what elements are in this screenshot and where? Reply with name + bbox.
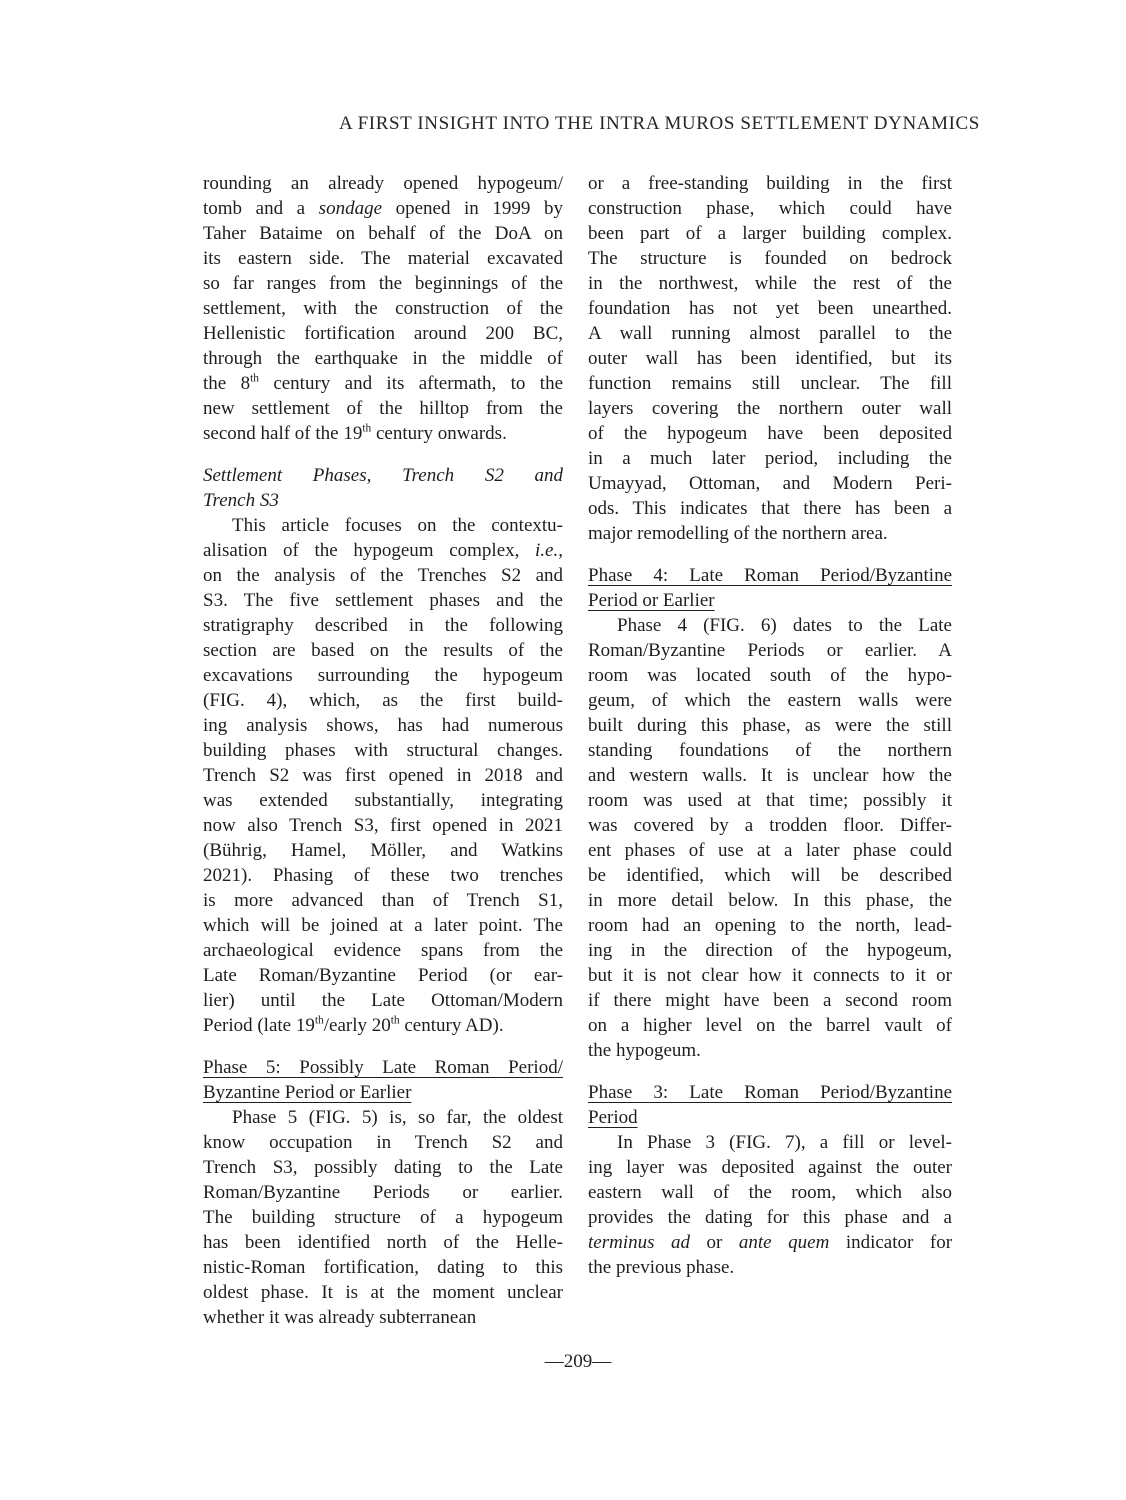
page-number: —209—	[544, 1351, 612, 1372]
text-line: Umayyad, Ottoman, and Modern Peri-	[588, 473, 952, 494]
text-line: Trench S3, possibly dating to the Late	[203, 1157, 563, 1178]
paragraph-article-focus	[203, 513, 563, 1038]
text-line: the hypogeum.	[588, 1040, 701, 1061]
text-line: nistic-Roman fortification, dating to this	[203, 1257, 563, 1278]
text-line: standing foundations of the northern	[588, 740, 952, 761]
text-line: The building structure of a hypogeum	[203, 1207, 563, 1228]
text-line: alisation of the hypogeum complex, i.e.,	[203, 540, 563, 561]
text-line: Phase 3: Late Roman Period/Byzantine	[588, 1082, 952, 1103]
text-line: Period or Earlier	[588, 590, 715, 611]
text-line: in more detail below. In this phase, the	[588, 890, 952, 911]
text-line: Late Roman/Byzantine Period (or ear-	[203, 965, 563, 986]
paragraph-phase-4	[588, 613, 952, 1063]
text-line: Hellenistic fortification around 200 BC,	[203, 323, 563, 344]
text-line: outer wall has been identified, but its	[588, 348, 952, 369]
paragraph-phase-3	[588, 1130, 952, 1280]
text-line: terminus ad or ante quem indicator for	[588, 1232, 952, 1253]
text-line: ods. This indicates that there has been a	[588, 498, 952, 519]
text-line: Roman/Byzantine Periods or earlier. A	[588, 640, 952, 661]
section-heading-phase-3	[588, 1080, 952, 1130]
text-line: ing in the direction of the hypogeum,	[588, 940, 952, 961]
text-line: eastern wall of the room, which also	[588, 1182, 952, 1203]
text-line: through the earthquake in the middle of	[203, 348, 563, 369]
text-column-left	[203, 171, 563, 1330]
text-line: the previous phase.	[588, 1257, 735, 1278]
text-line: section are based on the results of the	[203, 640, 563, 661]
text-line: Phase 5 (FIG. 5) is, so far, the oldest	[232, 1107, 563, 1128]
section-heading-phase-5	[203, 1055, 563, 1105]
section-heading-settlement-phases	[203, 463, 563, 513]
paragraph-phase-5	[203, 1105, 563, 1330]
text-line: in a much later period, including the	[588, 448, 952, 469]
text-line: room was located south of the hypo-	[588, 665, 952, 686]
text-line: building phases with structural changes.	[203, 740, 563, 761]
text-line: 2021). Phasing of these two trenches	[203, 865, 563, 886]
text-line: if there might have been a second room	[588, 990, 952, 1011]
text-line: in the northwest, while the rest of the	[588, 273, 952, 294]
text-line: new settlement of the hilltop from the	[203, 398, 563, 419]
text-line: construction phase, which could have	[588, 198, 952, 219]
text-line: of the hypogeum have been deposited	[588, 423, 952, 444]
text-line: Period (late 19th/early 20th century AD).	[203, 1014, 504, 1036]
text-line: is more advanced than of Trench S1,	[203, 890, 563, 911]
text-line: has been identified north of the Helle-	[203, 1232, 563, 1253]
running-header: A FIRST INSIGHT INTO THE INTRA MUROS SETTLEMENT DYNAMICS	[339, 113, 980, 134]
text-line: geum, of which the eastern walls were	[588, 690, 952, 711]
text-line: built during this phase, as were the still	[588, 715, 952, 736]
text-line: In Phase 3 (FIG. 7), a fill or level-	[617, 1132, 952, 1153]
text-line: was covered by a trodden floor. Differ-	[588, 815, 952, 836]
text-line: Taher Bataime on behalf of the DoA on	[203, 223, 563, 244]
text-line: Phase 4 (FIG. 6) dates to the Late	[617, 615, 952, 636]
text-line: Period	[588, 1107, 638, 1128]
text-line: whether it was already subterranean	[203, 1307, 477, 1328]
text-line: This article focuses on the contextu-	[232, 515, 563, 536]
paragraph-continuation	[203, 171, 563, 446]
text-line: function remains still unclear. The fill	[588, 373, 952, 394]
text-column-right	[588, 171, 952, 1280]
text-line: the 8th century and its aftermath, to the	[203, 372, 563, 394]
text-line: on a higher level on the barrel vault of	[588, 1015, 952, 1036]
text-line: so far ranges from the beginnings of the	[203, 273, 563, 294]
text-line: been part of a larger building complex.	[588, 223, 952, 244]
text-line: ing analysis shows, has had numerous	[203, 715, 563, 736]
text-line: ent phases of use at a later phase could	[588, 840, 952, 861]
text-line: Trench S2 was first opened in 2018 and	[203, 765, 563, 786]
text-line: now also Trench S3, first opened in 2021	[203, 815, 563, 836]
text-line: Phase 5: Possibly Late Roman Period/	[203, 1057, 563, 1078]
text-line: archaeological evidence spans from the	[203, 940, 563, 961]
text-line: Settlement Phases, Trench S2 and	[203, 465, 563, 486]
text-line: major remodelling of the northern area.	[588, 523, 888, 544]
text-line: The structure is founded on bedrock	[588, 248, 952, 269]
paragraph-free-standing	[588, 171, 952, 546]
text-line: provides the dating for this phase and a	[588, 1207, 952, 1228]
text-line: layers covering the northern outer wall	[588, 398, 952, 419]
text-line: ing layer was deposited against the outer	[588, 1157, 952, 1178]
text-line: was extended substantially, integrating	[203, 790, 563, 811]
text-line: know occupation in Trench S2 and	[203, 1132, 563, 1153]
text-line: S3. The five settlement phases and the	[203, 590, 563, 611]
text-line: room was used at that time; possibly it	[588, 790, 952, 811]
text-line: tomb and a sondage opened in 1999 by	[203, 198, 563, 219]
text-line: room had an opening to the north, lead-	[588, 915, 952, 936]
text-line: stratigraphy described in the following	[203, 615, 563, 636]
text-line: lier) until the Late Ottoman/Modern	[203, 990, 563, 1011]
text-line: second half of the 19th century onwards.	[203, 422, 507, 444]
text-line: Phase 4: Late Roman Period/Byzantine	[588, 565, 952, 586]
text-line: rounding an already opened hypogeum/	[203, 173, 563, 194]
text-line: (FIG. 4), which, as the first build-	[203, 690, 563, 711]
text-line: and western walls. It is unclear how the	[588, 765, 952, 786]
text-line: its eastern side. The material excavated	[203, 248, 563, 269]
text-line: or a free-standing building in the first	[588, 173, 952, 194]
text-line: which will be joined at a later point. The	[203, 915, 563, 936]
section-heading-phase-4	[588, 563, 952, 613]
text-line: excavations surrounding the hypogeum	[203, 665, 563, 686]
text-line: Roman/Byzantine Periods or earlier.	[203, 1182, 563, 1203]
text-line: but it is not clear how it connects to it or	[588, 965, 952, 986]
text-line: oldest phase. It is at the moment unclear	[203, 1282, 563, 1303]
text-line: Trench S3	[203, 490, 279, 511]
text-line: A wall running almost parallel to the	[588, 323, 952, 344]
text-line: on the analysis of the Trenches S2 and	[203, 565, 563, 586]
text-line: (Bührig, Hamel, Möller, and Watkins	[203, 840, 563, 861]
text-line: be identified, which will be described	[588, 865, 952, 886]
text-line: settlement, with the construction of the	[203, 298, 563, 319]
text-line: foundation has not yet been unearthed.	[588, 298, 952, 319]
text-line: Byzantine Period or Earlier	[203, 1082, 412, 1103]
